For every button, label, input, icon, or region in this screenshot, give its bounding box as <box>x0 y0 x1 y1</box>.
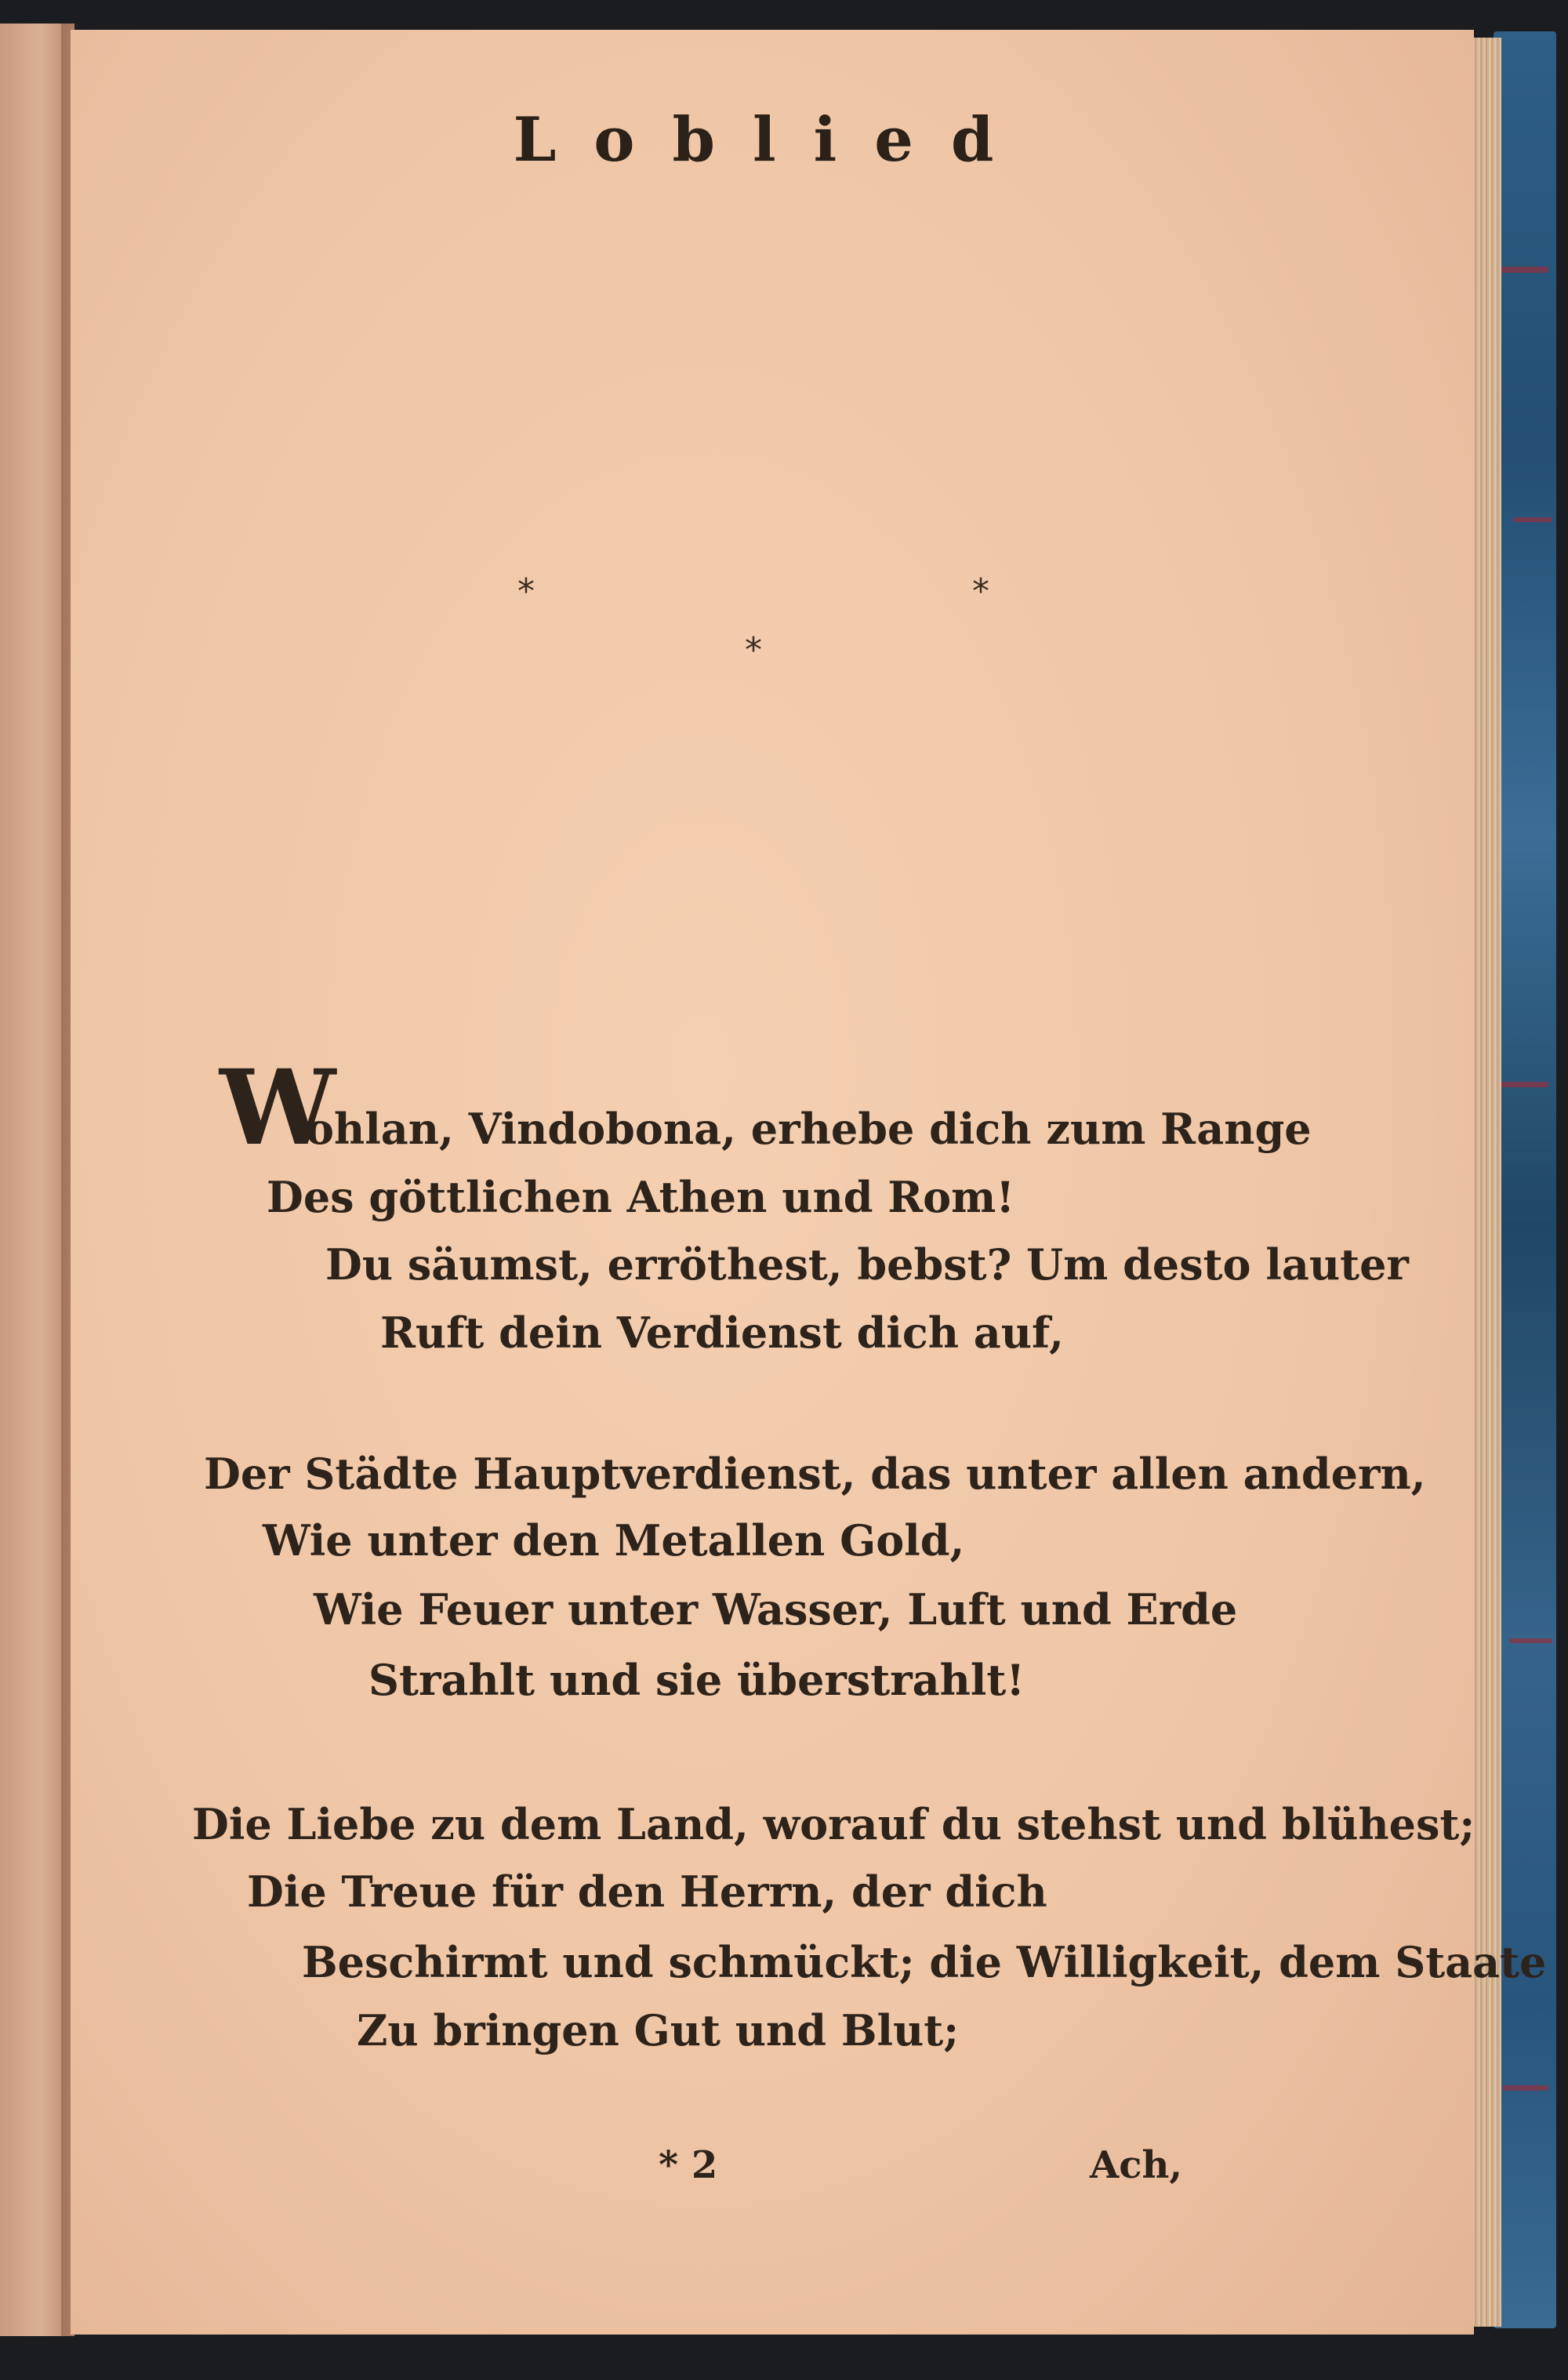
marble-vein <box>1501 267 1548 273</box>
verse-line: ohlan, Vindobona, erhebe dich zum Range <box>306 1104 1312 1154</box>
marble-vein <box>1497 1082 1548 1087</box>
book-page <box>71 30 1547 2335</box>
verse-line: Wie unter den Metallen Gold, <box>263 1515 965 1566</box>
ornament-star-left: * <box>517 571 535 611</box>
drop-cap: W <box>220 1047 336 1169</box>
verse-line: Des göttlichen Athen und Rom! <box>267 1172 1015 1222</box>
verse-line: Der Städte Hauptverdienst, das unter allen andern, <box>204 1449 1426 1499</box>
verse-line: Du säumst, erröthest, bebst? Um desto lauter <box>325 1239 1409 1290</box>
verse-line: Strahlt und sie überstrahlt! <box>368 1655 1025 1705</box>
signature-mark: * 2 <box>659 2143 718 2187</box>
verse-line: Zu bringen Gut und Blut; <box>357 2005 960 2055</box>
verse-line: Ruft dein Verdienst dich auf, <box>380 1308 1064 1358</box>
marble-vein <box>1513 517 1552 522</box>
marble-vein <box>1503 2085 1548 2091</box>
verse-line: Die Treue für den Herrn, der dich <box>247 1867 1047 1917</box>
page-title: Loblied <box>513 104 1032 176</box>
verse-line: Beschirmt und schmückt; die Willigkeit, dem Staate <box>302 1937 1547 1987</box>
ornament-star-right: * <box>972 571 989 611</box>
ornament-star-middle: * <box>745 630 762 670</box>
verse-line: Die Liebe zu dem Land, worauf du stehst und blühest; <box>192 1799 1475 1849</box>
verse-line: Wie Feuer unter Wasser, Luft und Erde <box>314 1584 1238 1634</box>
marble-vein <box>1509 1638 1552 1643</box>
catchword: Ach, <box>1090 2143 1183 2187</box>
